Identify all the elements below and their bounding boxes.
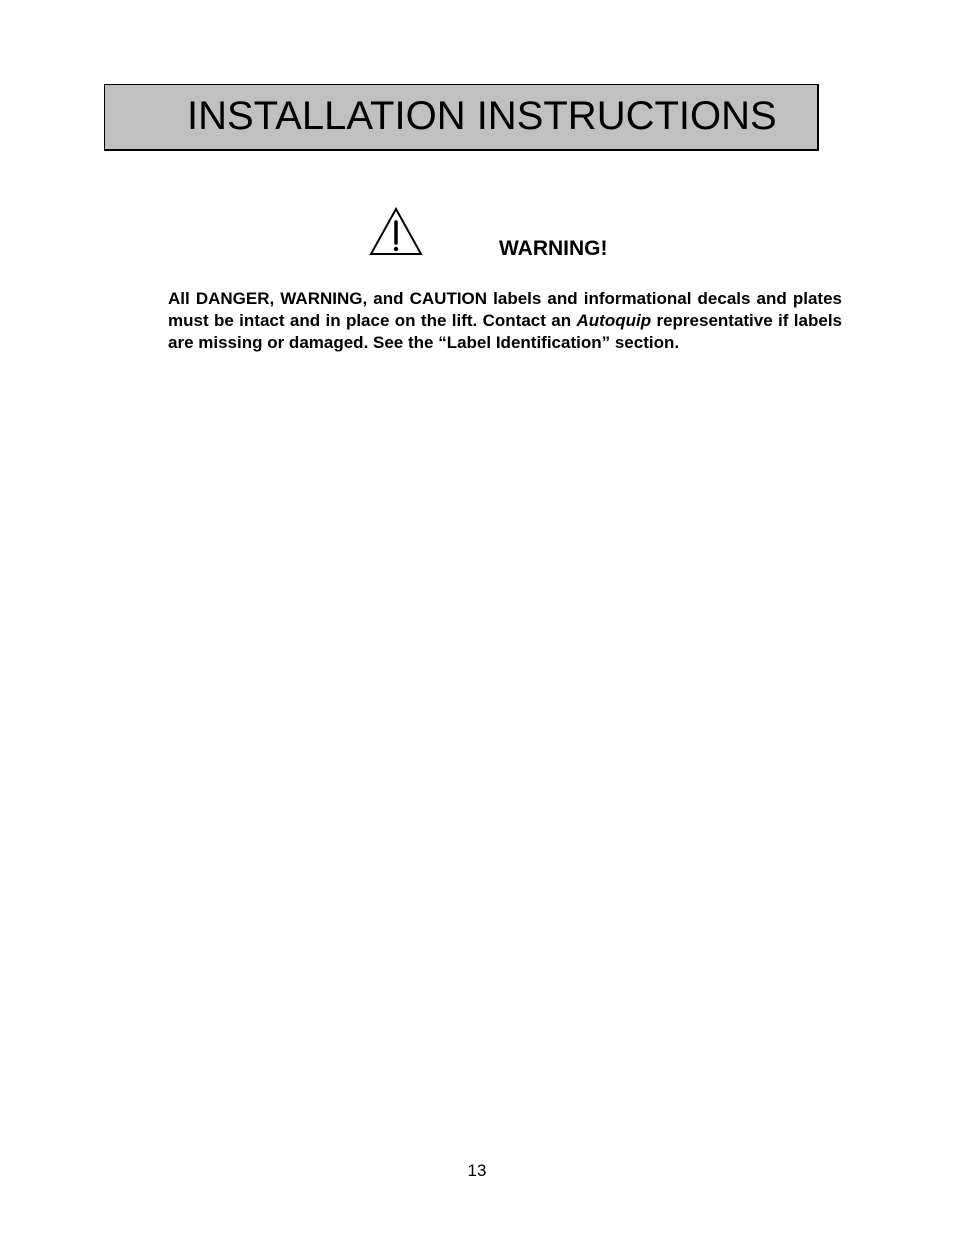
warning-text-part1: All DANGER, WARNING, and CAUTION labels and informational decals and plates must be intact and in place on the lift. Contact an [168,289,842,330]
warning-text-part2: representative if labels are missing or damaged. See the “Label Identification” section. [168,311,842,352]
warning-message [168,288,842,354]
section-title-banner [104,84,819,151]
page-number: 13 [467,1161,487,1180]
warning-triangle-icon [368,207,424,257]
warning-heading: WARNING! [499,237,608,260]
page-title: INSTALLATION INSTRUCTIONS [187,94,777,138]
brand-name: Autoquip [576,311,652,330]
